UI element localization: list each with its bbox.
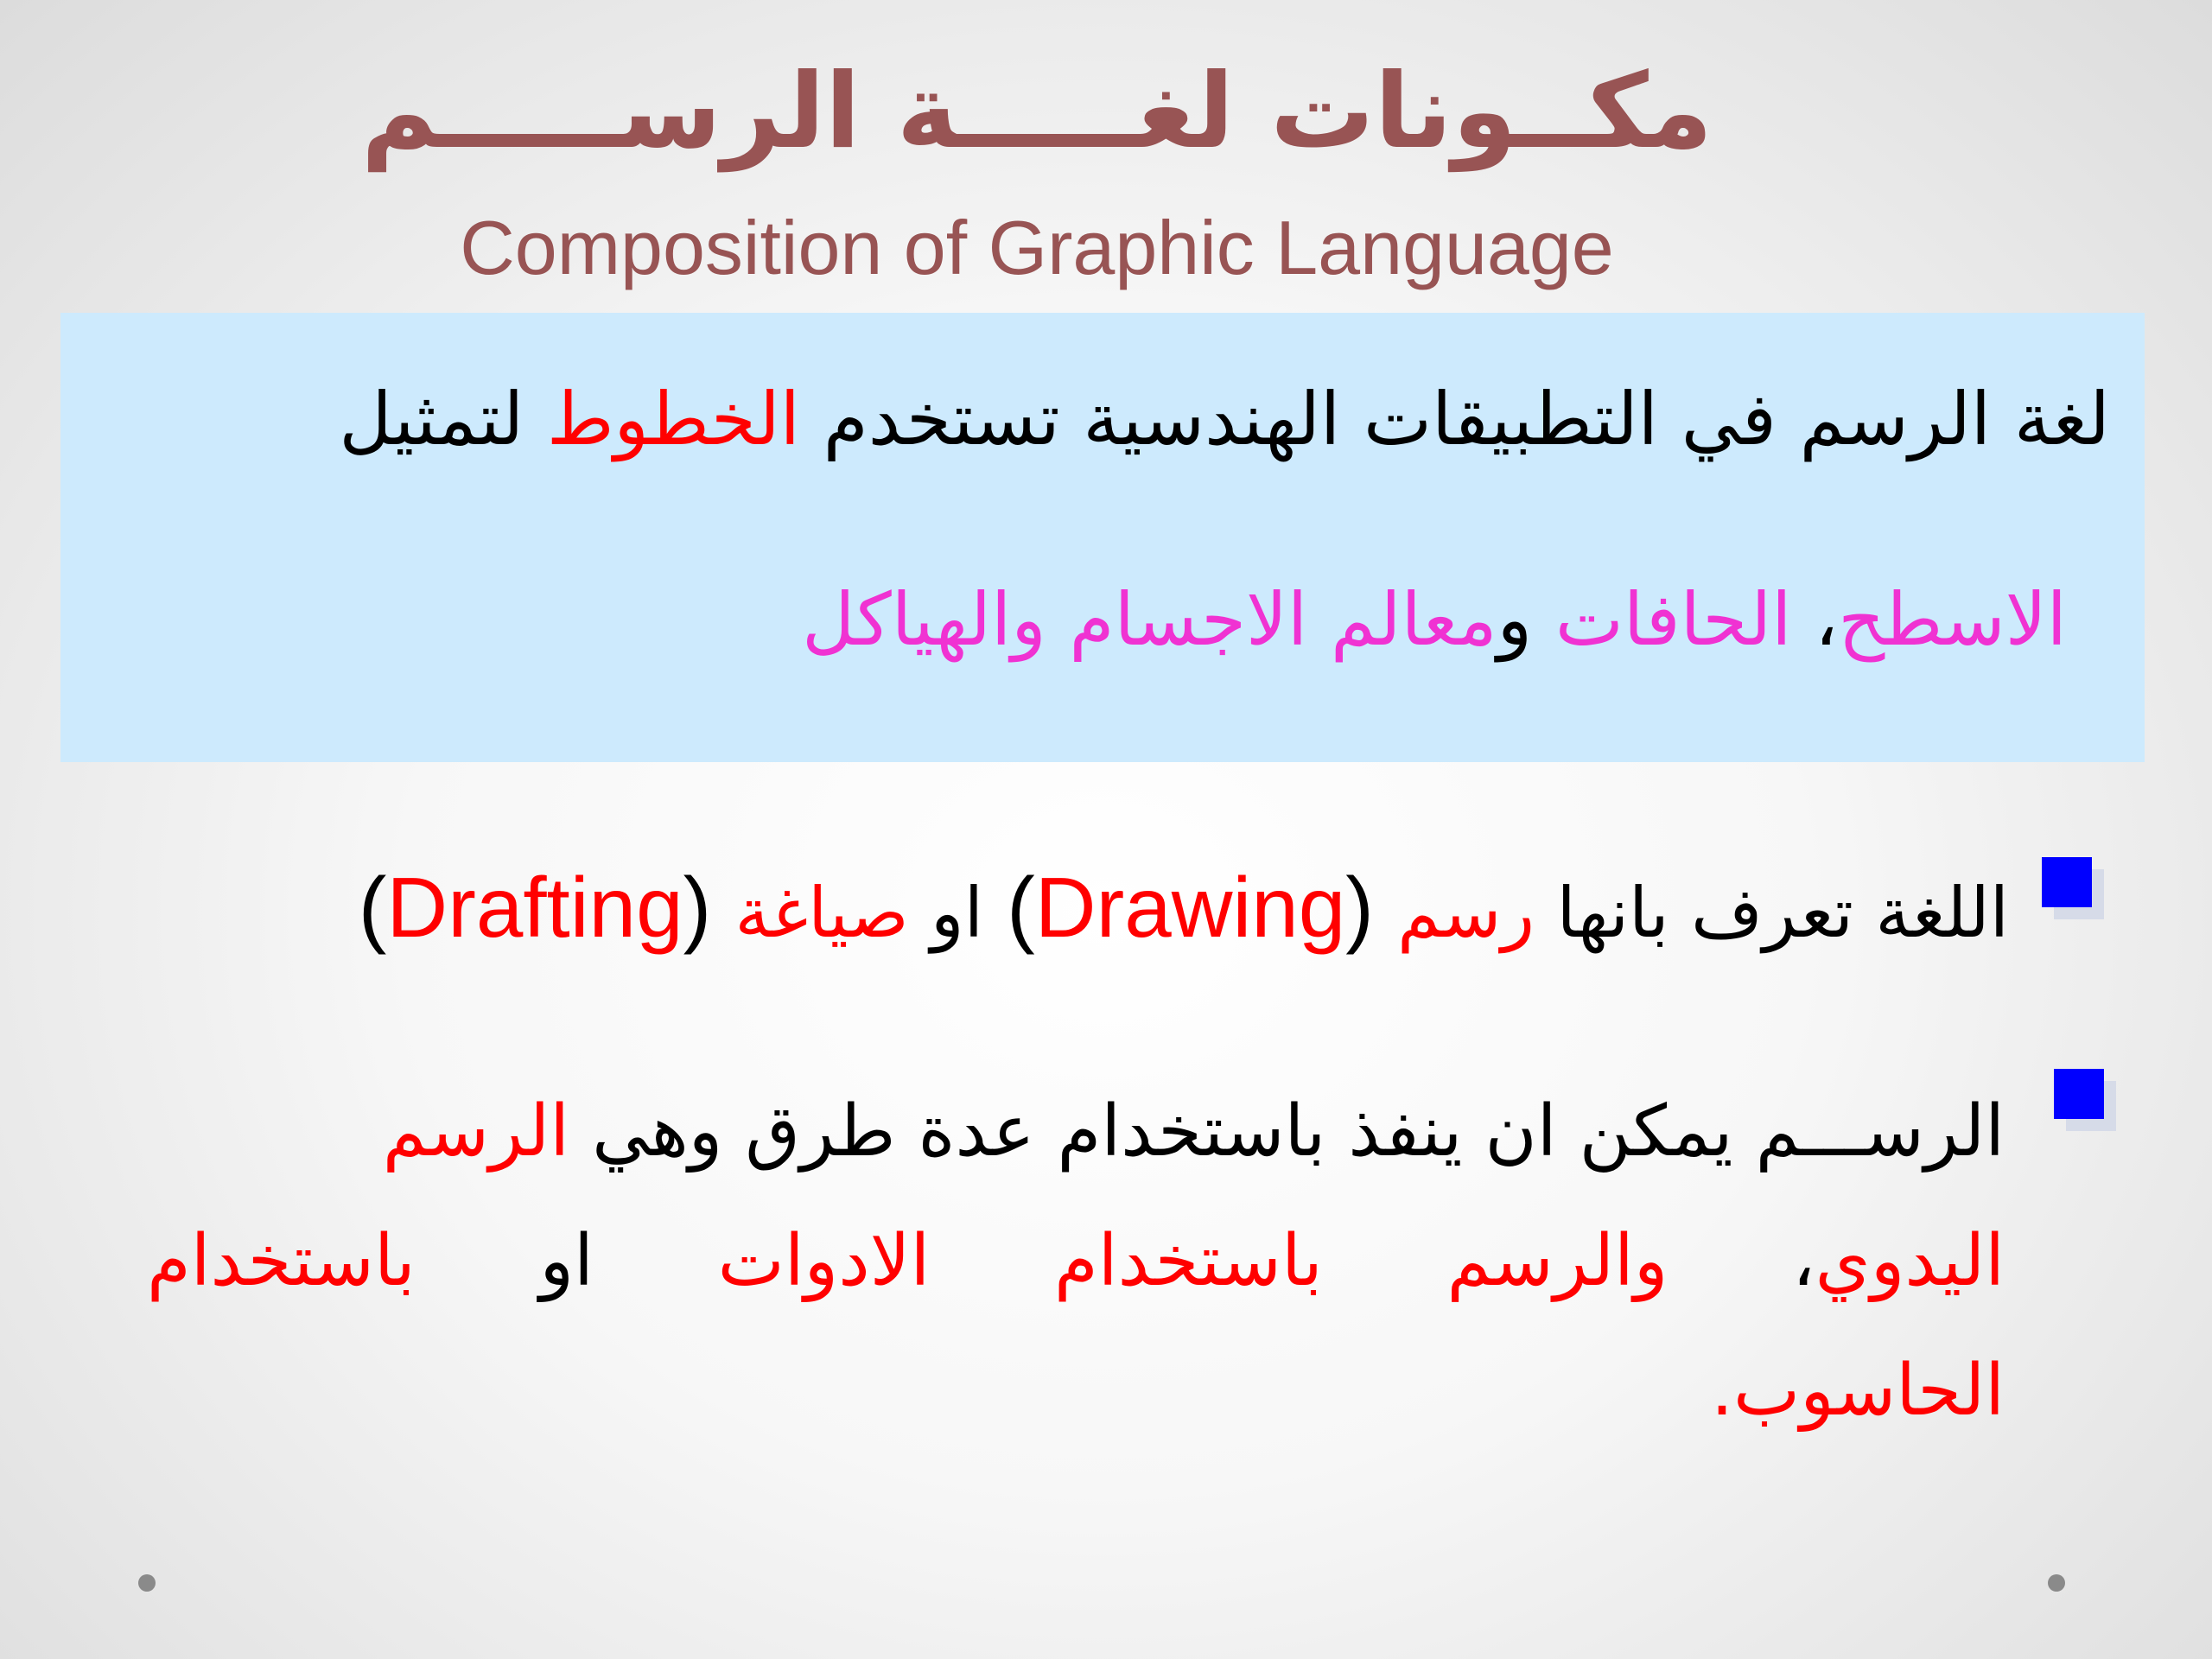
bullet-square-2: [2054, 1069, 2104, 1119]
bullet1-term-drawing-en: Drawing: [1034, 860, 1346, 955]
bullet2-method-freehand: الرسم: [382, 1090, 570, 1173]
bullet-item-1: [359, 851, 2009, 969]
definition-line-2: [802, 563, 2067, 676]
bullet2-intro: الرســـم يمكن ان ينفذ باستخدام عدة طرق وهي: [569, 1090, 2005, 1173]
bullet2-or: او: [415, 1220, 594, 1302]
bullet1-term-drawing-ar: رسم: [1397, 873, 1535, 953]
bullet2-line-3: [147, 1326, 2005, 1456]
definition-line1-prefix: لغة الرسم في التطبيقات الهندسية تستخدم: [800, 377, 2110, 461]
bullet2-method-tools: والرسم باستخدام الادوات: [717, 1220, 1669, 1302]
definition-separator: ،: [1791, 577, 1839, 662]
definition-conjunction: و: [1497, 577, 1555, 662]
bullet2-method-computer: باستخدام: [147, 1220, 416, 1302]
bullet1-intro: اللغة تعرف بانها: [1535, 873, 2009, 953]
bullet2-method-freehand-b: اليدوي: [1815, 1220, 2005, 1302]
decorative-dot-right: [2048, 1574, 2065, 1592]
bullet1-open-paren: (: [1345, 860, 1398, 955]
definition-features-term: معالم الاجسام والهياكل: [802, 577, 1497, 662]
bullet1-term-drafting-en: Drafting: [386, 860, 683, 955]
bullet1-or: او: [908, 873, 983, 953]
bullet2-line-2: [147, 1197, 2005, 1326]
definition-lines-term: الخطوط: [546, 377, 801, 461]
definition-edges-term: الحافات: [1554, 577, 1792, 662]
bullet1-close-paren: ): [982, 860, 1035, 955]
bullet2-separator: ،: [1668, 1220, 1815, 1302]
bullet-item-2: [147, 1067, 2005, 1456]
slide-title-arabic: مكــونات لغـــــة الرســـــم: [360, 52, 1713, 172]
decorative-dot-left: [138, 1574, 156, 1592]
bullet1-term-drafting-ar: صياغة: [734, 873, 909, 953]
definition-box: [60, 313, 2145, 762]
bullet2-line-1: [147, 1067, 2005, 1197]
bullet1-close-paren-2: ): [358, 860, 387, 955]
bullet2-period: .: [1710, 1350, 1734, 1432]
bullet2-method-computer-b: الحاسوب: [1733, 1350, 2005, 1432]
definition-line1-suffix: لتمثيل: [339, 377, 547, 461]
bullet1-open-paren-2: (: [683, 860, 735, 955]
definition-surfaces-term: الاسطح: [1838, 577, 2067, 662]
slide-title-english: Composition of Graphic Language: [460, 205, 1614, 290]
bullet-square-1: [2042, 857, 2092, 907]
definition-line-1: [339, 363, 2110, 475]
